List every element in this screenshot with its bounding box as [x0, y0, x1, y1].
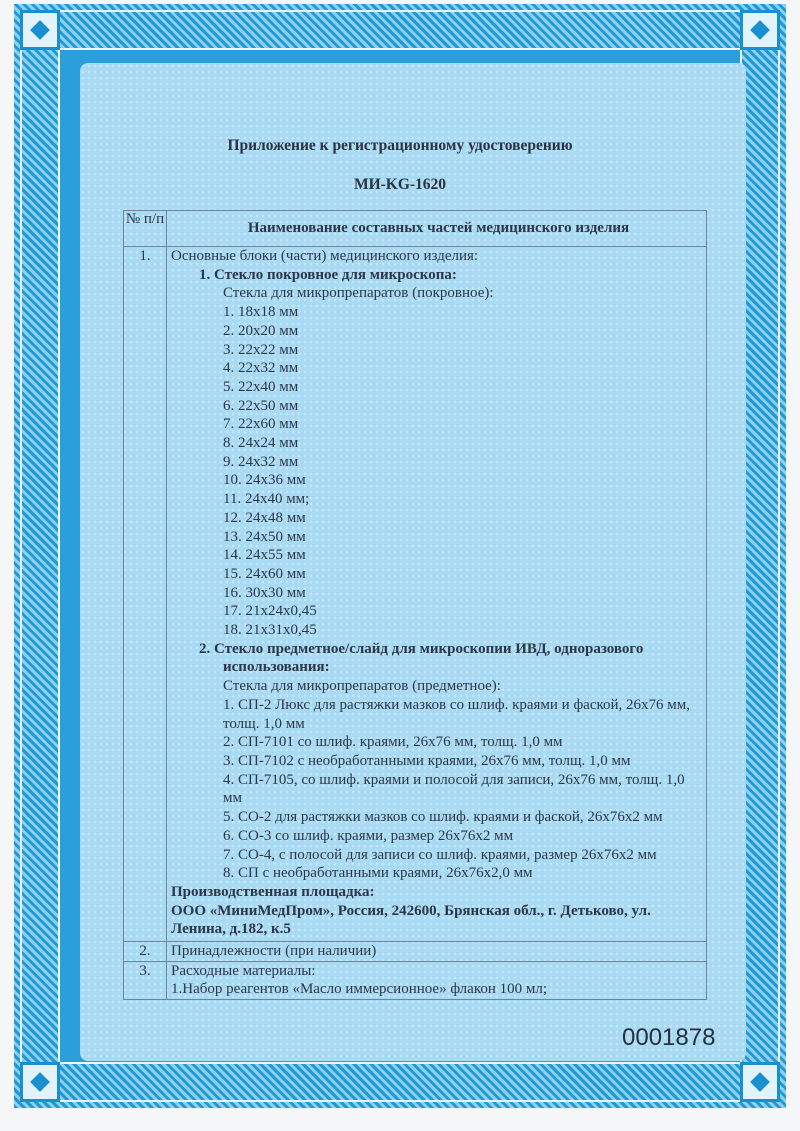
- row-number: 3.: [124, 961, 167, 999]
- corner-ornament: [740, 10, 780, 50]
- list-item: 14. 24х55 мм: [223, 547, 306, 564]
- serial-number: 0001878: [622, 1024, 716, 1051]
- certificate-number: МИ-KG-1620: [353, 176, 447, 193]
- list-item: 6. СО-3 со шлиф. краями, размер 26х76х2 мм: [223, 827, 514, 844]
- row-number: 2.: [124, 942, 167, 962]
- list-item: 2. 20х20 мм: [223, 322, 299, 339]
- item2-subtitle: Стекла для микропрепаратов (предметное):: [223, 678, 501, 695]
- row-intro: Расходные материалы:: [171, 962, 316, 979]
- document-heading: Приложение к регистрационному удостоверению: [227, 137, 573, 154]
- list-item: 5. 22х40 мм: [223, 378, 299, 395]
- list-item: 3. 22х22 мм: [223, 341, 299, 358]
- list-item: 1. 18х18 мм: [223, 304, 299, 321]
- table-header: [124, 211, 707, 247]
- row-content: [167, 247, 707, 942]
- list-item: 4. 22х32 мм: [223, 360, 299, 377]
- production-site-label: Производственная площадка:: [171, 883, 375, 900]
- list-item: 8. СП с необработанными краями, 26х76х2,0 мм: [223, 865, 533, 882]
- list-item: 4. СП-7105, со шлиф. краями и полосой для записи, 26х76 мм, толщ. 1,0 мм: [223, 771, 685, 807]
- list-item: 7. 22х60 мм: [223, 416, 299, 433]
- corner-ornament: [20, 1062, 60, 1102]
- list-item: 3. СП-7102 с необработанными краями, 26х76 мм, толщ. 1,0 мм: [223, 752, 631, 769]
- consumable-item: 1.Набор реагентов «Масло иммерсионное» флакон 100 мл;: [171, 981, 548, 998]
- list-item: 12. 24х48 мм: [223, 509, 306, 526]
- item1-title: 1. Стекло покровное для микроскопа:: [199, 266, 457, 283]
- corner-ornament: [20, 10, 60, 50]
- item2-title-text: 2. Стекло предметное/слайд для микроскопии ИВД, одноразового использования:: [199, 640, 644, 676]
- list-item: 8. 24х24 мм: [223, 435, 299, 452]
- item1-subtitle: Стекла для микропрепаратов (покровное):: [223, 285, 494, 302]
- col-num-header: № п/п: [124, 211, 167, 247]
- table-row: [124, 942, 707, 962]
- col-name-header: Наименование составных частей медицинского изделия: [167, 211, 707, 247]
- list-item: 7. СО-4, с полосой для записи со шлиф. краями, размер 26х76х2 мм: [223, 846, 657, 863]
- row-intro: Основные блоки (части) медицинского изделия:: [171, 248, 479, 264]
- list-item: 16. 30х30 мм: [223, 584, 306, 601]
- row-content: Принадлежности (при наличии): [167, 942, 707, 962]
- table-row: [124, 247, 707, 942]
- list-item: 1. СП-2 Люкс для растяжки мазков со шлиф. краями и фаской, 26х76 мм, толщ. 1,0 мм: [223, 696, 691, 732]
- item2-title: [171, 640, 706, 677]
- row-content: [167, 961, 707, 999]
- components-table: [123, 210, 707, 1000]
- row-number: 1.: [124, 247, 167, 942]
- list-item: 15. 24х60 мм: [223, 565, 306, 582]
- list-item: 10. 24х36 мм: [223, 472, 306, 489]
- list-item: 9. 24х32 мм: [223, 453, 299, 470]
- list-item: 11. 24х40 мм;: [223, 491, 310, 508]
- item1-list: [171, 303, 706, 640]
- list-item: 18. 21х31х0,45: [223, 622, 317, 639]
- list-item: 17. 21х24х0,45: [223, 603, 317, 620]
- list-item: 13. 24х50 мм: [223, 528, 306, 545]
- table-row: [124, 961, 707, 999]
- production-site-address: ООО «МиниМедПром», Россия, 242600, Брянская обл., г. Детьково, ул. Ленина, д.182, к.5: [171, 902, 651, 938]
- item2-list: [171, 696, 706, 883]
- list-item: 6. 22х50 мм: [223, 397, 299, 414]
- corner-ornament: [740, 1062, 780, 1102]
- list-item: 2. СП-7101 со шлиф. краями, 26х76 мм, толщ. 1,0 мм: [223, 734, 563, 751]
- list-item: 5. СО-2 для растяжки мазков со шлиф. краями и фаской, 26х76х2 мм: [223, 809, 663, 826]
